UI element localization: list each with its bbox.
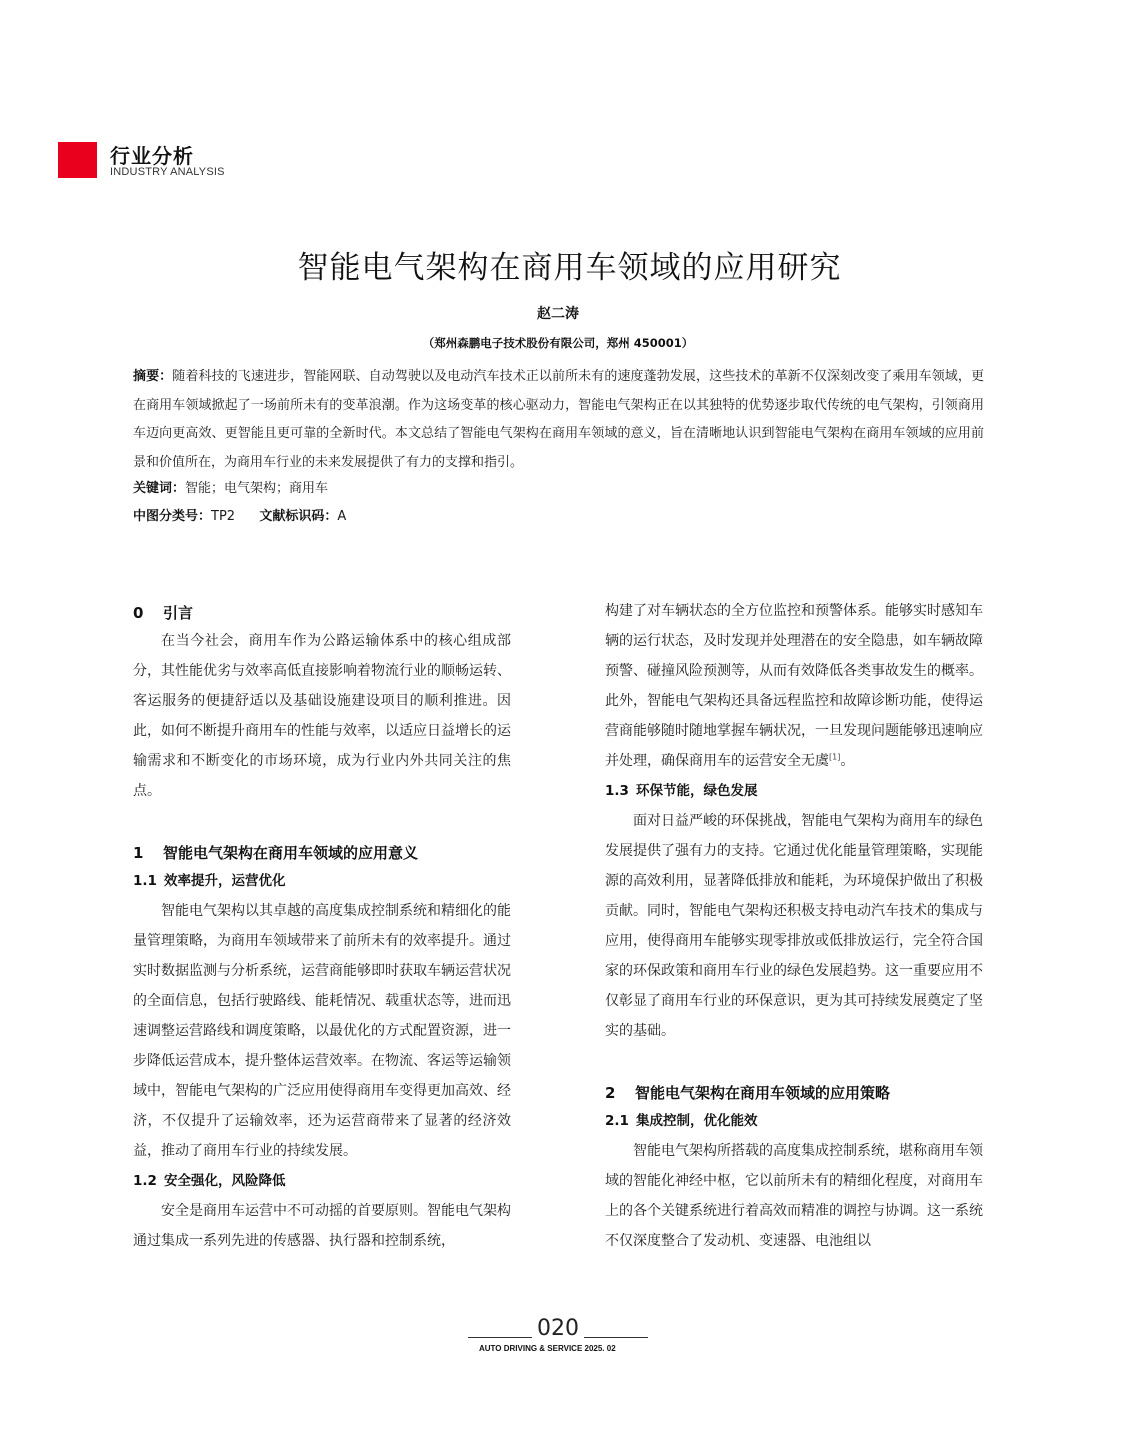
journal-footer: AUTO DRIVING & SERVICE 2025. 02: [479, 1344, 616, 1353]
heading-section-1-2: 1.2 安全强化，风险降低: [133, 1173, 286, 1189]
heading-section-2-1: 2.1 集成控制，优化能效: [605, 1113, 758, 1129]
abstract: [133, 363, 984, 477]
paragraph-intro: 在当今社会，商用车作为公路运输体系中的核心组成部分，其性能优劣与效率高低直接影响着物流行业的顺畅运转、客运服务的便捷舒适以及基础设施建设项目的顺利推进。因此，如何不断提升商用车的性能与效率，以适应日益增长的运输需求和不断变化的市场环境，成为行业内外共同关注的焦点。: [133, 633, 511, 799]
paragraph-2-1: 智能电气架构所搭载的高度集成控制系统，堪称商用车领域的智能化神经中枢，它以前所未有的精细化程度，对商用车上的各个关键系统进行着高效而精准的调控与协调。这一系统不仅深度整合了发动机、变速器、电池组以: [605, 1143, 983, 1249]
left-column: [133, 596, 511, 1256]
article-author: 赵二涛: [537, 306, 579, 322]
section-marker: [58, 142, 97, 178]
page-number: 020: [537, 1316, 579, 1341]
heading-section-2: 2 智能电气架构在商用车领域的应用策略: [605, 1084, 891, 1102]
paragraph-1-3: 面对日益严峻的环保挑战，智能电气架构为商用车的绿色发展提供了强有力的支持。它通过优化能量管理策略，实现能源的高效利用，显著降低排放和能耗，为环境保护做出了积极贡献。同时，智能电气架构还积极支持电动汽车技术的集成与应用，使得商用车能够实现零排放或低排放运行，完全符合国家的环保政策和商用车行业的绿色发展趋势。这一重要应用不仅彰显了商用车行业的环保意识，更为其可持续发展奠定了坚实的基础。: [605, 813, 983, 1039]
section-title-en: INDUSTRY ANALYSIS: [110, 166, 225, 178]
keywords: [133, 479, 984, 499]
paragraph-1-2-continued: 构建了对车辆状态的全方位监控和预警体系。能够实时感知车辆的运行状态，及时发现并处理潜在的安全隐患，如车辆故障预警、碰撞风险预测等，从而有效降低各类事故发生的概率。此外，智能电气架构还具备远程监控和故障诊断功能，使得运营商能够随时随地掌握车辆状况，一旦发现问题能够迅速响应并处理，确保商用车的运营安全无虞[1]。: [605, 603, 983, 769]
paragraph-1-1: 智能电气架构以其卓越的高度集成控制系统和精细化的能量管理策略，为商用车领域带来了前所未有的效率提升。通过实时数据监测与分析系统，运营商能够即时获取车辆运营状况的全面信息，包括行驶路线、能耗情况、载重状态等，进而迅速调整运营路线和调度策略，以最优化的方式配置资源，进一步降低运营成本，提升整体运营效率。在物流、客运等运输领域中，智能电气架构的广泛应用使得商用车变得更加高效、经济，不仅提升了运输效率，还为运营商带来了显著的经济效益，推动了商用车行业的持续发展。: [133, 903, 511, 1159]
footer-rule-right: [584, 1337, 648, 1338]
abstract-label: 摘要：: [133, 369, 173, 384]
article-title: 智能电气架构在商用车领域的应用研究: [297, 250, 842, 286]
footer-rule-left: [468, 1337, 532, 1338]
heading-section-0: 0 引言: [133, 604, 194, 622]
heading-section-1-3: 1.3 环保节能，绿色发展: [605, 783, 758, 799]
citation-ref: [1]: [829, 752, 841, 762]
doc-code-label: 文献标识码：: [259, 509, 338, 524]
doc-code-value: A: [337, 509, 347, 524]
classification: [133, 507, 984, 527]
paragraph-1-2: 安全是商用车运营中不可动摇的首要原则。智能电气架构通过集成一系列先进的传感器、执行器和控制系统，: [133, 1203, 511, 1249]
article-affiliation: （郑州森鹏电子技术股份有限公司，郑州 450001）: [422, 336, 694, 350]
section-title-cn: 行业分析: [110, 144, 194, 168]
keywords-label: 关键词：: [133, 481, 186, 496]
clc-label: 中图分类号：: [133, 509, 212, 524]
heading-section-1-1: 1.1 效率提升，运营优化: [133, 873, 286, 889]
abstract-text: 随着科技的飞速进步，智能网联、自动驾驶以及电动汽车技术正以前所未有的速度蓬勃发展，这些技术的革新不仅深刻改变了乘用车领域，更在商用车领域掀起了一场前所未有的变革浪潮。作为这场变革的核心驱动力，智能电气架构正在以其独特的优势逐步取代传统的电气架构，引领商用车迈向更高效、更智能且更可靠的全新时代。本文总结了智能电气架构在商用车领域的意义，旨在清晰地认识到智能电气架构在商用车领域的应用前景和价值所在，为商用车行业的未来发展提供了有力的支撑和指引。: [133, 369, 984, 470]
heading-section-1: 1 智能电气架构在商用车领域的应用意义: [133, 844, 419, 862]
right-column: [605, 596, 983, 1256]
keywords-text: 智能；电气架构；商用车: [185, 481, 329, 496]
clc-value: TP2: [211, 509, 236, 524]
